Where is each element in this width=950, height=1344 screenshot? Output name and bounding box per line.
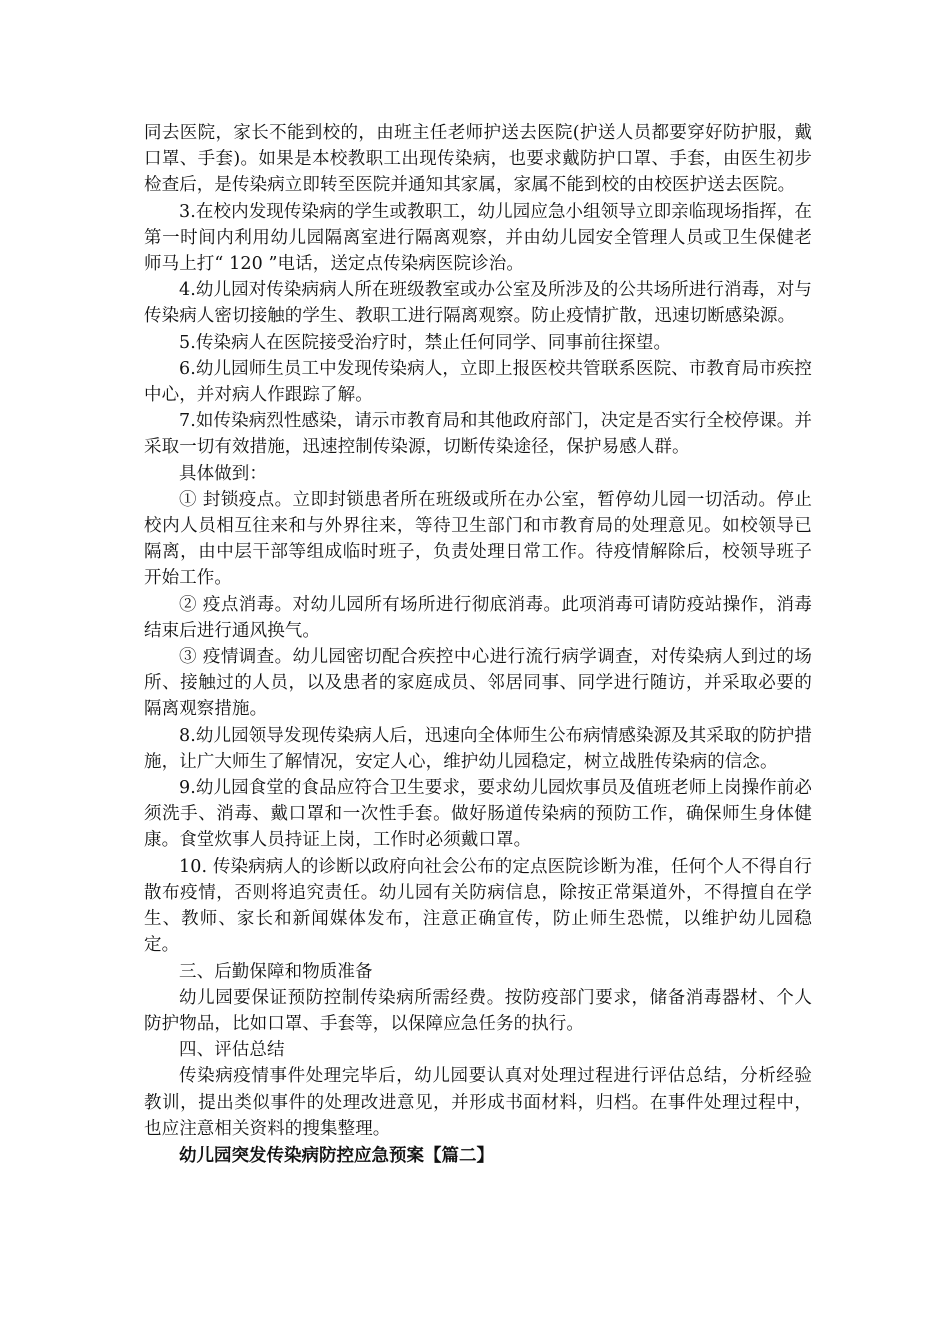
list-item-paragraph: ① 封锁疫点。立即封锁患者所在班级或所在办公室，暂停幼儿园一切活动。停止校内人员相互往来和与外界往来，等待卫生部门和市教育局的处理意见。如校领导已隔离，由中层干部等组成临时班子，负责处理日常工作。待疫情解除后，校领导班子开始工作。: [144, 489, 812, 589]
paragraph: 6.幼儿园师生员工中发现传染病人，立即上报医校共管联系医院、市教育局市疾控中心，并对病人作跟踪了解。: [144, 358, 812, 406]
list-item-paragraph: ③ 疫情调查。幼儿园密切配合疾控中心进行流行病学调查，对传染病人到过的场所、接触过的人员，以及患者的家庭成员、邻居同事、同学进行随访，并采取必要的隔离观察措施。: [144, 647, 812, 720]
paragraph: 3.在校内发现传染病的学生或教职工，幼儿园应急小组领导立即亲临现场指挥，在第一时间内利用幼儿园隔离室进行隔离观察，并由幼儿园安全管理人员或卫生保健老师马上打“ 120 ”电话，送定点传染病医院诊治。: [144, 201, 812, 275]
section-title: 三、后勤保障和物质准备: [179, 961, 373, 982]
next-section-heading: 幼儿园突发传染病防控应急预案【篇二】: [179, 1145, 494, 1166]
paragraph: 5.传染病人在医院接受治疗时，禁止任何同学、同事前往探望。: [179, 332, 672, 353]
paragraph: 10. 传染病病人的诊断以政府向社会公布的定点医院诊断为准，任何个人不得自行散布疫情，否则将追究责任。幼儿园有关防病信息，除按正常渠道外，不得擅自在学生、教师、家长和新闻媒体发布，注意正确宣传，防止师生恐慌，以维护幼儿园稳定。: [144, 856, 812, 956]
paragraph: 7.如传染病烈性感染，请示市教育局和其他政府部门，决定是否实行全校停课。并采取一切有效措施，迅速控制传染源，切断传染途径，保护易感人群。: [144, 411, 812, 458]
paragraph: 传染病疫情事件处理完毕后，幼儿园要认真对处理过程进行评估总结，分析经验教训，提出类似事件的处理改进意见，并形成书面材料，归档。在事件处理过程中，也应注意相关资料的搜集整理。: [144, 1066, 812, 1139]
document-body: [144, 120, 812, 1169]
paragraph: 9.幼儿园食堂的食品应符合卫生要求，要求幼儿园炊事员及值班老师上岗操作前必须洗手、消毒、戴口罩和一次性手套。做好肠道传染病的预防工作，确保师生身体健康。食堂炊事人员持证上岗，工作时必须戴口罩。: [144, 778, 812, 851]
paragraph: 同去医院，家长不能到校的，由班主任老师护送去医院(护送人员都要穿好防护服，戴口罩、手套)。如果是本校教职工出现传染病，也要求戴防护口罩、手套，由医生初步检查后，是传染病立即转至医院并通知其家属，家属不能到校的由校医护送去医院。: [144, 123, 812, 196]
section-title: 四、评估总结: [179, 1040, 285, 1061]
paragraph: 幼儿园要保证预防控制传染病所需经费。按防疫部门要求，储备消毒器材、个人防护物品，比如口罩、手套等，以保障应急任务的执行。: [144, 987, 812, 1034]
list-item-paragraph: ② 疫点消毒。对幼儿园所有场所进行彻底消毒。此项消毒可请防疫站操作，消毒结束后进行通风换气。: [144, 594, 812, 641]
paragraph: 4.幼儿园对传染病病人所在班级教室或办公室及所涉及的公共场所进行消毒，对与传染病人密切接触的学生、教职工进行隔离观察。防止疫情扩散，迅速切断感染源。: [144, 280, 812, 327]
paragraph: 8.幼儿园领导发现传染病人后，迅速向全体师生公布病情感染源及其采取的防护措施，让广大师生了解情况，安定人心，维护幼儿园稳定，树立战胜传染病的信念。: [144, 725, 812, 772]
paragraph: 具体做到：: [179, 463, 267, 484]
